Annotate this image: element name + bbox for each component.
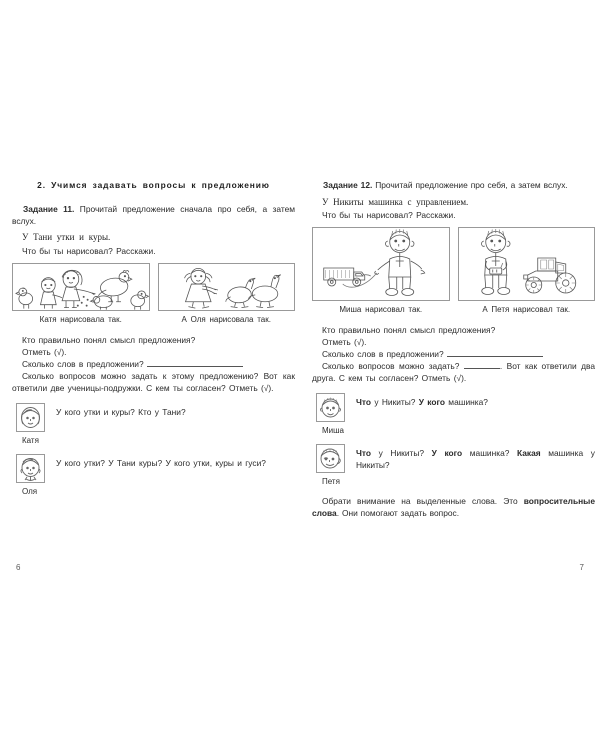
girl-with-ducks-icon — [158, 263, 296, 311]
task-11-label: Задание 11. — [23, 204, 75, 214]
boy-pulling-truck-icon — [312, 227, 450, 301]
left-answer-blank-words[interactable] — [147, 366, 243, 367]
petya-word-6: машинка у Никиты? — [356, 448, 595, 470]
misha-word-2: у Никиты? — [371, 397, 419, 408]
folio-right: 7 — [579, 563, 584, 572]
closing-bold-term: вопросительные слова — [312, 496, 595, 518]
task-12-paragraph — [312, 180, 595, 192]
illustration-olya — [158, 263, 296, 324]
petya-word-2: у Никиты? — [371, 448, 432, 459]
left-question-2-text: Сколько слов в предложении? — [22, 358, 144, 369]
speech-misha — [312, 393, 595, 422]
caption-petya: А Петя нарисовал так. — [482, 305, 571, 315]
petya-word-1: Что — [356, 448, 371, 459]
speech-petya — [312, 444, 595, 473]
unit-title: 2. Учимся задавать вопросы к предложению — [37, 180, 270, 190]
right-questions — [312, 324, 595, 384]
right-question-3-text-b: . Вот как ответили два друга. С кем ты согласен? Отметь (√). — [312, 361, 595, 384]
right-prompt: Что бы ты нарисовал? Расскажи. — [322, 210, 456, 221]
petya-face-icon — [316, 444, 345, 473]
boy-with-remote-tractor-icon — [458, 227, 596, 301]
right-question-2-text: Сколько слов в предложении? — [322, 349, 444, 360]
speech-olya — [12, 454, 295, 483]
olya-face-icon — [16, 454, 45, 483]
right-question-1-mark: Отметь (√). — [322, 337, 367, 348]
misha-face-icon — [316, 393, 345, 422]
speaker-olya: Оля — [22, 486, 38, 496]
petya-word-4: машинка? — [462, 448, 518, 459]
left-question-1: Кто правильно понял смысл предложения? — [22, 334, 196, 345]
speaker-misha: Миша — [322, 426, 344, 436]
misha-word-4: машинка? — [444, 397, 488, 408]
speaker-katya: Катя — [22, 435, 39, 445]
right-example-sentence: У Никиты машинка с управлением. — [322, 196, 469, 207]
closing-note — [312, 496, 595, 520]
right-question-1: Кто правильно понял смысл предложения? — [322, 325, 496, 336]
task-12-label: Задание 12. — [323, 180, 373, 190]
right-illustrations — [312, 227, 595, 314]
left-question-1-mark: Отметь (√). — [22, 346, 67, 357]
petya-word-3: У кого — [431, 448, 463, 459]
task-11-paragraph — [12, 204, 295, 227]
caption-katya: Катя нарисовала так. — [39, 314, 122, 324]
misha-speech-text — [356, 393, 488, 409]
left-illustrations — [12, 263, 295, 324]
right-answer-blank-count[interactable] — [464, 368, 500, 369]
misha-word-3: У кого — [418, 397, 445, 408]
illustration-katya — [12, 263, 150, 324]
girl-feeding-hens-icon — [12, 263, 150, 311]
petya-word-5: Какая — [517, 448, 541, 459]
closing-part-1: Обрати внимание на выделенные слова. Это — [322, 496, 524, 507]
katya-face-icon — [16, 403, 45, 432]
petya-speech-text — [356, 444, 595, 471]
caption-olya: А Оля нарисовала так. — [181, 314, 271, 324]
right-answer-blank-words[interactable] — [447, 356, 543, 357]
illustration-petya — [458, 227, 596, 314]
illustration-misha — [312, 227, 450, 314]
left-example-sentence: У Тани утки и куры. — [22, 232, 111, 243]
left-page — [12, 180, 295, 580]
closing-part-2: . Они помогают задать вопрос. — [336, 507, 460, 518]
misha-word-1: Что — [356, 397, 371, 408]
caption-misha: Миша нарисовал так. — [339, 305, 423, 315]
speech-katya — [12, 403, 295, 432]
right-question-3-text-a: Сколько вопросов можно задать? — [322, 361, 460, 372]
right-page — [312, 180, 595, 580]
left-questions — [12, 334, 295, 394]
left-prompt: Что бы ты нарисовал? Расскажи. — [22, 245, 156, 256]
right-question-3 — [312, 360, 595, 384]
task-12-text: Прочитай предложение про себя, а затем вслух. — [375, 180, 568, 190]
olya-speech-text: У кого утки? У Тани куры? У кого утки, куры и гуси? — [56, 457, 266, 468]
left-question-3: Сколько вопросов можно задать к этому предложению? Вот как ответили две ученицы-подружки. С кем ты согласен? Отметь (√). — [12, 370, 295, 393]
katya-speech-text: У кого утки и куры? Кто у Тани? — [56, 406, 186, 417]
left-question-2 — [12, 358, 295, 370]
right-question-2 — [312, 348, 595, 360]
folio-left: 6 — [16, 563, 21, 572]
speaker-petya: Петя — [322, 477, 340, 487]
task-11-text: Прочитай предложение сначала про себя, а затем вслух. — [12, 204, 295, 226]
